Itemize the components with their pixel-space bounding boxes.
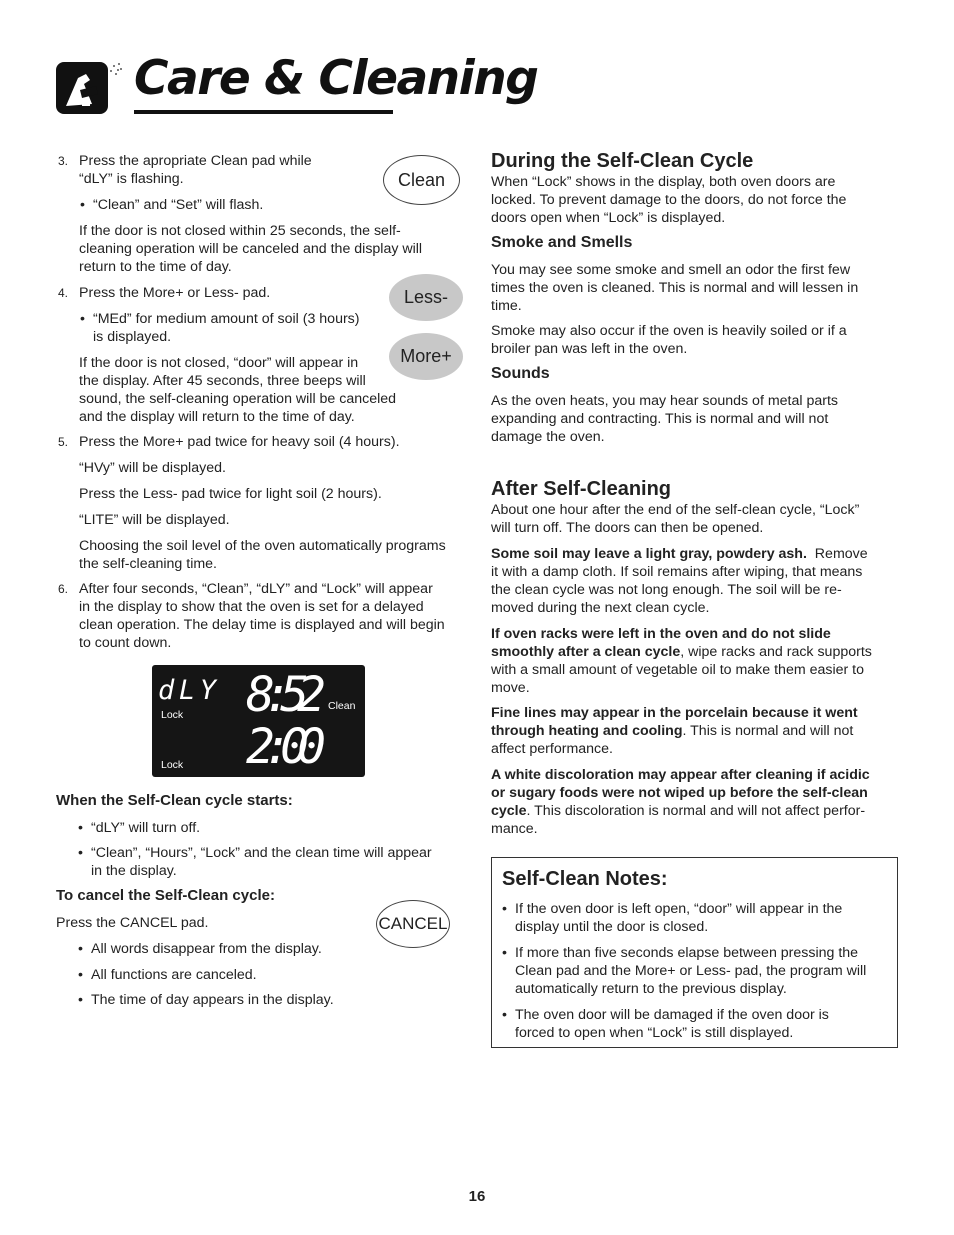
page-title: Care & Cleaning xyxy=(134,51,538,106)
paragraph-line: broiler pan was left in the oven. xyxy=(491,341,688,357)
paragraph-line: time. xyxy=(491,298,522,314)
paragraph-line: it with a damp cloth. If soil remains after wiping, that means xyxy=(491,564,863,580)
lcd-lock: Lock xyxy=(161,709,184,721)
subsection-heading: Sounds xyxy=(491,365,550,382)
step3-para: return to the time of day. xyxy=(79,259,232,275)
step-number: 3. xyxy=(58,154,69,168)
bold-text: A white discoloration may appear after cleaning if acidic xyxy=(491,767,870,783)
list-item-cont: Clean pad and the More+ or Less- pad, the program will xyxy=(515,963,867,979)
step5-para: the self-cleaning time. xyxy=(79,556,218,572)
paragraph-line xyxy=(491,545,868,563)
bold-text: If oven racks were left in the oven and do not slide xyxy=(491,626,831,642)
list-item: • If the oven door is left open, “door” will appear in the xyxy=(515,900,842,918)
clean-button[interactable]: Clean xyxy=(383,155,460,205)
bold-text: smoothly after a clean cycle xyxy=(491,644,681,660)
step5-line: “LITE” will be displayed. xyxy=(79,512,230,528)
list-item: • All words disappear from the display. xyxy=(91,940,322,958)
bold-text: cycle xyxy=(491,803,527,819)
step5-para: Choosing the soil level of the oven automatically programs xyxy=(79,538,446,554)
step3-para: cleaning operation will be canceled and the display will xyxy=(79,241,423,257)
title-underline xyxy=(134,110,393,114)
section-heading: During the Self-Clean Cycle xyxy=(491,150,754,172)
cancel-intro: Press the CANCEL pad. xyxy=(56,915,209,931)
step6-line: clean operation. The delay time is displayed and will begin xyxy=(79,617,445,633)
bold-text: Fine lines may appear in the porcelain because it went xyxy=(491,705,858,721)
step6-line: to count down. xyxy=(79,635,172,651)
step-number: 5. xyxy=(58,435,69,449)
section-heading: To cancel the Self-Clean cycle: xyxy=(56,887,275,904)
list-item: • All functions are canceled. xyxy=(91,966,257,984)
section-heading: After Self-Cleaning xyxy=(491,478,672,500)
paragraph-line: will turn off. The doors can then be opened. xyxy=(491,520,764,536)
paragraph-line: About one hour after the end of the self-clean cycle, “Lock” xyxy=(491,502,860,518)
cancel-button[interactable]: CANCEL xyxy=(376,900,450,948)
step-number: 6. xyxy=(58,582,69,596)
bold-text: Some soil may leave a light gray, powdery ash. xyxy=(491,546,807,562)
step6-line: After four seconds, “Clean”, “dLY” and “Lock” will appear xyxy=(79,581,433,597)
step3-para: If the door is not closed within 25 seconds, the self- xyxy=(79,223,401,239)
paragraph-line: As the oven heats, you may hear sounds of metal parts xyxy=(491,393,838,409)
page-number: 16 xyxy=(468,1188,486,1205)
paragraph-line: move. xyxy=(491,680,530,696)
list-item-cont: is displayed. xyxy=(93,329,172,345)
step5-line: Press the Less- pad twice for light soil (2 hours). xyxy=(79,486,382,502)
lcd-status: Clean xyxy=(328,700,356,712)
step6-line: in the display to show that the oven is set for a delayed xyxy=(79,599,424,615)
paragraph-line: mance. xyxy=(491,821,538,837)
step4-para: sound, the self-cleaning operation will be canceled xyxy=(79,391,397,407)
step3-line: Press the apropriate Clean pad while xyxy=(79,153,312,169)
paragraph-line xyxy=(491,722,853,740)
lcd-segments xyxy=(152,665,365,777)
paragraph-line: doors open when “Lock” is displayed. xyxy=(491,210,726,226)
list-item-cont: forced to open when “Lock” is still displayed. xyxy=(515,1025,794,1041)
paragraph-line xyxy=(491,802,865,820)
oven-display xyxy=(152,665,365,777)
paragraph-line: the clean cycle was not long enough. The soil will be re- xyxy=(491,582,842,598)
step4-para: If the door is not closed, “door” will appear in xyxy=(79,355,359,371)
bold-text: or sugary foods were not wiped up before the self-clean xyxy=(491,785,868,801)
lcd-word: dLY xyxy=(158,675,216,706)
step4-para: and the display will return to the time of day. xyxy=(79,409,355,425)
paragraph-line: affect performance. xyxy=(491,741,613,757)
list-item-cont: display until the door is closed. xyxy=(515,919,709,935)
paragraph-line: Smoke may also occur if the oven is heavily soiled or if a xyxy=(491,323,847,339)
paragraph-line: locked. To prevent damage to the doors, do not force the xyxy=(491,192,847,208)
paragraph-line: When “Lock” shows in the display, both oven doors are xyxy=(491,174,836,190)
list-item-cont: automatically return to the previous display. xyxy=(515,981,787,997)
text: Remove xyxy=(806,546,868,562)
list-item: • The oven door will be damaged if the oven door is xyxy=(515,1006,829,1024)
paragraph-line: times the oven is cleaned. This is normal and will lessen in xyxy=(491,280,859,296)
list-item: • “Clean”, “Hours”, “Lock” and the clean time will appear xyxy=(91,844,432,862)
more-button[interactable]: More+ xyxy=(389,333,463,380)
bold-text: through heating and cooling xyxy=(491,723,683,739)
lcd-lock: Lock xyxy=(161,759,184,771)
step4-para: the display. After 45 seconds, three beeps will xyxy=(79,373,366,389)
paragraph-line: moved during the next clean cycle. xyxy=(491,600,710,616)
subsection-heading: Smoke and Smells xyxy=(491,234,633,251)
step5-line: Press the More+ pad twice for heavy soil (4 hours). xyxy=(79,434,400,450)
paragraph-line xyxy=(491,643,872,661)
less-button[interactable]: Less- xyxy=(389,274,463,321)
step-number: 4. xyxy=(58,286,69,300)
list-item: • “dLY” will turn off. xyxy=(91,819,200,837)
notes-heading: Self-Clean Notes: xyxy=(502,868,668,890)
paragraph-line: damage the oven. xyxy=(491,429,605,445)
list-item-cont: in the display. xyxy=(91,863,177,879)
text: , wipe racks and rack supports xyxy=(680,644,872,660)
text: . This is normal and will not xyxy=(682,723,854,739)
lcd-clock: 8:52 xyxy=(246,667,326,723)
list-item: • “Clean” and “Set” will flash. xyxy=(93,196,263,214)
list-item: • The time of day appears in the display. xyxy=(91,991,334,1009)
paragraph-line: with a small amount of vegetable oil to make them easier to xyxy=(491,662,865,678)
paragraph-line: expanding and contracting. This is normal and will not xyxy=(491,411,829,427)
text: . This discoloration is normal and will not affect perfor- xyxy=(526,803,866,819)
step3-line: “dLY” is flashing. xyxy=(79,171,184,187)
paragraph-line: You may see some smoke and smell an odor the first few xyxy=(491,262,851,278)
step4-line: Press the More+ or Less- pad. xyxy=(79,285,271,301)
lcd-clean-time: 2:00 xyxy=(246,719,326,775)
list-item: • If more than five seconds elapse between pressing the xyxy=(515,944,858,962)
step5-line: “HVy” will be displayed. xyxy=(79,460,226,476)
section-heading: When the Self-Clean cycle starts: xyxy=(56,792,293,809)
list-item: • “MEd” for medium amount of soil (3 hours) xyxy=(93,310,360,328)
cleaning-spray-icon xyxy=(56,60,108,112)
